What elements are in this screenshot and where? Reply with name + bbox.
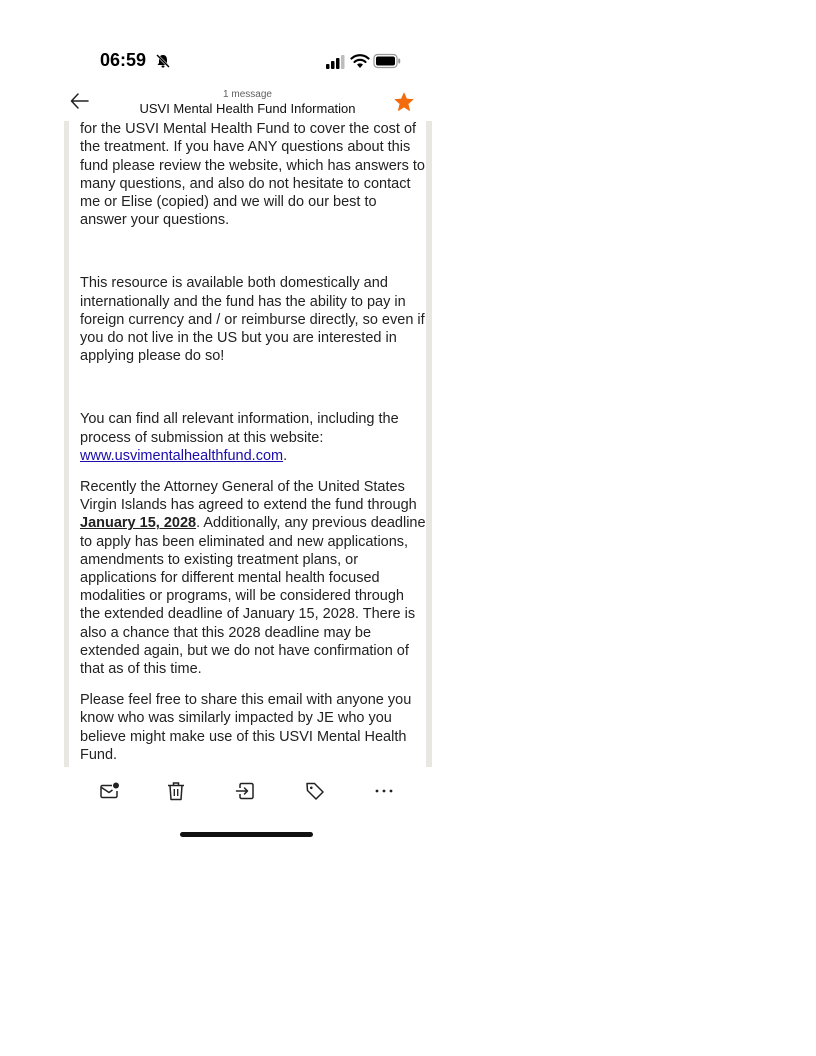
wifi-icon xyxy=(350,53,370,69)
body-paragraph-3-text: You can find all relevant information, including the process of submission at this website: xyxy=(80,411,399,446)
home-indicator[interactable] xyxy=(180,832,313,837)
delete-button[interactable] xyxy=(165,780,187,802)
mark-unread-icon xyxy=(98,780,120,802)
signal-icon xyxy=(326,55,346,69)
status-time: 06:59 xyxy=(100,50,147,70)
bell-slash-icon xyxy=(155,53,171,69)
body-paragraph-1: for the USVI Mental Health Fund to cover the cost of the treatment. If you have ANY questions about this fund please review the website, which has answers to many questions, and also do not hesitate to contact me or Elise (copied) and we will do our best to answer your questions. xyxy=(80,121,425,229)
deadline-date: January 15, 2028 xyxy=(80,515,197,532)
body-paragraph-3 xyxy=(80,410,426,465)
battery-icon xyxy=(373,53,401,69)
email-body-card xyxy=(69,121,426,767)
body-paragraph-5: Please feel free to share this email with anyone you know who was similarly impacted by JE who you believe might make use of this USVI Mental Health Fund. xyxy=(80,692,412,763)
mark-unread-button[interactable] xyxy=(98,780,120,802)
email-body-scroll[interactable] xyxy=(64,121,432,767)
star-icon[interactable] xyxy=(394,92,414,112)
body-paragraph-4-rest: . Additionally, any previous deadline to apply has been eliminated and new applications, amendments to existing treatment plans, or applications for different mental health focused modalities or programs, will be considered through the extended deadline of January 15, 2028. There is also a chance that this 2028 deadline may be extended again, but we do not have confirmation of that as of this time. xyxy=(80,515,426,678)
move-icon xyxy=(234,780,256,802)
phone-screen xyxy=(0,0,490,860)
label-icon xyxy=(304,780,326,802)
email-body-text xyxy=(80,121,426,764)
message-count: 1 message xyxy=(223,89,272,100)
body-paragraph-4-start: Recently the Attorney General of the United States Virgin Islands has agreed to extend the fund through xyxy=(80,479,417,514)
body-paragraph-3-end: . xyxy=(283,447,288,464)
back-arrow-icon[interactable] xyxy=(70,92,90,110)
trash-icon xyxy=(165,780,187,802)
more-icon xyxy=(373,780,395,802)
body-paragraph-4 xyxy=(80,478,426,678)
email-subject: USVI Mental Health Fund Information xyxy=(139,101,356,116)
body-paragraph-2: This resource is available both domestically and internationally and the fund has the ability to pay in foreign currency and / or reimburse directly, so even if you do not live in the US but you are interested in applying please do so! xyxy=(80,275,425,365)
fund-website-link[interactable]: www.usvimentalhealthfund.com xyxy=(80,447,284,464)
more-button[interactable] xyxy=(373,780,395,802)
label-button[interactable] xyxy=(304,780,326,802)
move-button[interactable] xyxy=(234,780,256,802)
